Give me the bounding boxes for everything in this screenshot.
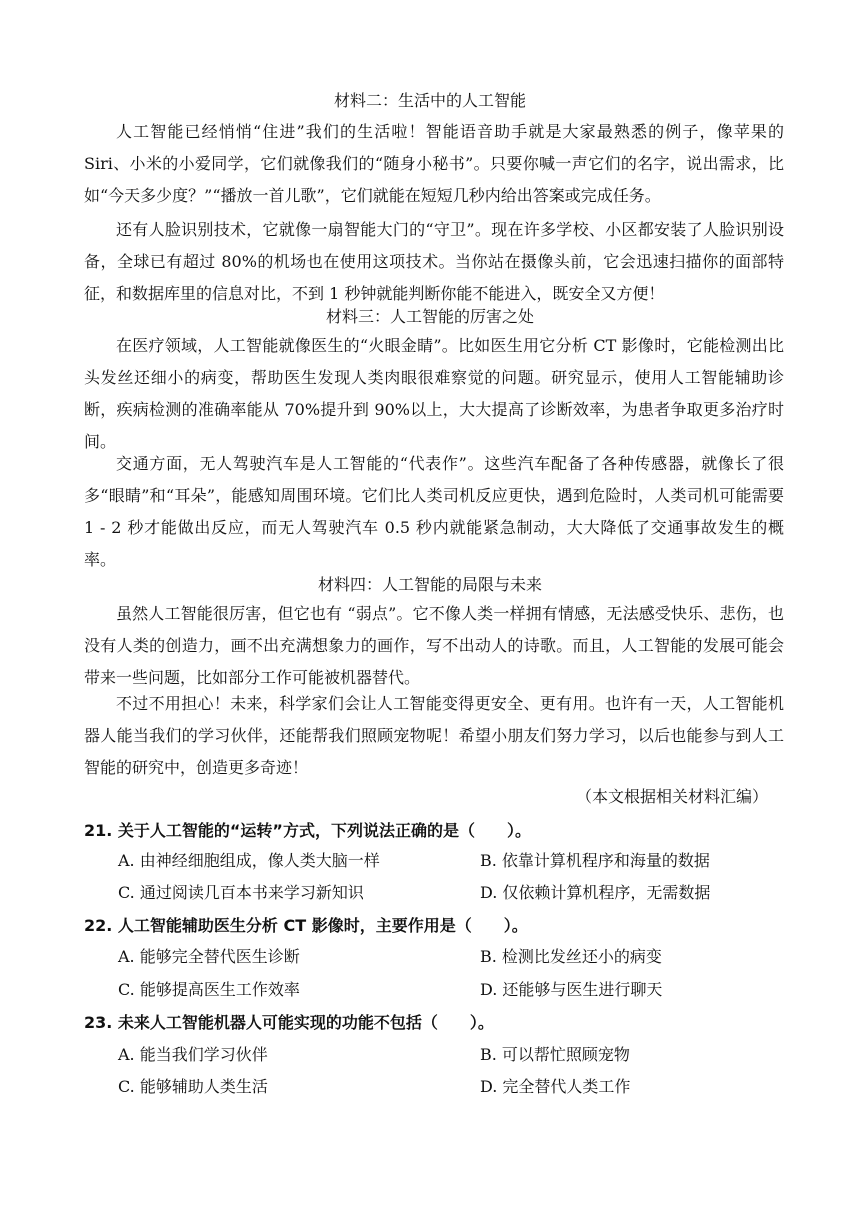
question-22-option-d[interactable]: D. 还能够与医生进行聊天	[480, 980, 663, 999]
material-3-paragraph-1: 在医疗领域，人工智能就像医生的“火眼金睛”。比如医生用它分析 CT 影像时，它能检测出比头发丝还细小的病变，帮助医生发现人类肉眼很难察觉的问题。研究显示，使用人工智能辅助诊断，疾病检测的准确率能从 70%提升到 90%以上，大大提高了诊断效率，为患者争取更多治疗时间。	[84, 336, 784, 451]
question-22-option-b[interactable]: B. 检测比发丝还小的病变	[480, 947, 662, 966]
material-4-paragraph-1: 虽然人工智能很厉害，但它也有 “弱点”。它不像人类一样拥有情感，无法感受快乐、悲伤，也没有人类的创造力，画不出充满想象力的画作，写不出动人的诗歌。而且，人工智能的发展可能会带来一些问题，比如部分工作可能被机器替代。	[84, 604, 784, 687]
question-22-option-c[interactable]: C. 能够提高医生工作效率	[118, 980, 300, 999]
question-23-option-d[interactable]: D. 完全替代人类工作	[480, 1077, 631, 1096]
question-21-stem: 21. 关于人工智能的“运转”方式，下列说法正确的是（ ）。	[84, 821, 531, 840]
material-4-title: 材料四：人工智能的局限与未来	[317, 575, 542, 594]
question-21-option-c[interactable]: C. 通过阅读几百本书来学习新知识	[118, 883, 364, 902]
question-23-option-b[interactable]: B. 可以帮忙照顾宠物	[480, 1045, 630, 1064]
material-2-title: 材料二：生活中的人工智能	[333, 91, 526, 110]
question-22-stem: 22. 人工智能辅助医生分析 CT 影像时，主要作用是（ ）。	[84, 916, 528, 935]
question-21-option-b[interactable]: B. 依靠计算机程序和海量的数据	[480, 851, 710, 870]
material-2-paragraph-1: 人工智能已经悄悄“住进”我们的生活啦！智能语音助手就是大家最熟悉的例子，像苹果的Siri、小米的小爱同学，它们就像我们的“随身小秘书”。只要你喊一声它们的名字，说出需求，比如“今天多少度？”“播放一首儿歌”，它们就能在短短几秒内给出答案或完成任务。	[84, 122, 784, 205]
question-23-option-c[interactable]: C. 能够辅助人类生活	[118, 1077, 268, 1096]
question-21-option-a[interactable]: A. 由神经细胞组成，像人类大脑一样	[118, 851, 380, 870]
question-23-option-a[interactable]: A. 能当我们学习伙伴	[118, 1045, 268, 1064]
material-3-paragraph-2: 交通方面，无人驾驶汽车是人工智能的“代表作”。这些汽车配备了各种传感器，就像长了很多“眼睛”和“耳朵”，能感知周围环境。它们比人类司机反应更快，遇到危险时，人类司机可能需要 1 - 2 秒才能做出反应，而无人驾驶汽车 0.5 秒内就能紧急制动，大大降低了交通事故发生的概率。	[84, 454, 784, 569]
question-23-stem: 23. 未来人工智能机器人可能实现的功能不包括（ ）。	[84, 1013, 494, 1032]
question-22-option-a[interactable]: A. 能够完全替代医生诊断	[118, 947, 300, 966]
source-note: （本文根据相关材料汇编）	[575, 787, 768, 806]
material-2-paragraph-2: 还有人脸识别技术，它就像一扇智能大门的“守卫”。现在许多学校、小区都安装了人脸识别设备，全球已有超过 80%的机场也在使用这项技术。当你站在摄像头前，它会迅速扫描你的面部特征，和数据库里的信息对比，不到 1 秒钟就能判断你能不能进入，既安全又方便！	[84, 220, 784, 303]
material-4-paragraph-2: 不过不用担心！未来，科学家们会让人工智能变得更安全、更有用。也许有一天，人工智能机器人能当我们的学习伙伴，还能帮我们照顾宠物呢！希望小朋友们努力学习，以后也能参与到人工智能的研究中，创造更多奇迹！	[84, 694, 784, 777]
material-3-title: 材料三：人工智能的厉害之处	[325, 307, 534, 326]
question-21-option-d[interactable]: D. 仅依赖计算机程序，无需数据	[480, 883, 711, 902]
